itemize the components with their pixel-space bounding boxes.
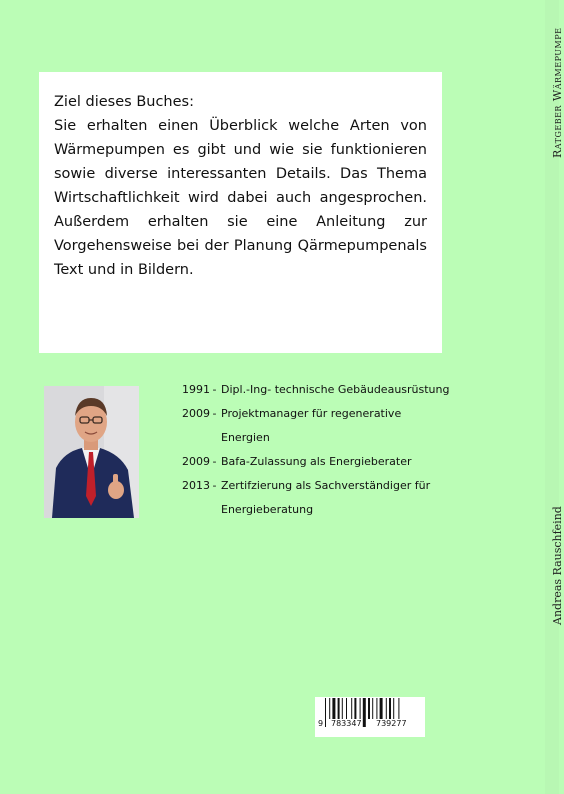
barcode-bar <box>386 698 387 719</box>
cv-year: 2009 <box>182 455 210 468</box>
cv-entry <box>182 378 452 402</box>
barcode-group-left: 783347 <box>331 719 362 728</box>
cv-year: 1991 <box>182 383 210 396</box>
barcode-bar <box>368 698 370 719</box>
cv-dash: - <box>212 407 217 420</box>
blurb-heading: Ziel dieses Buches: <box>54 94 194 110</box>
barcode-bar <box>376 698 377 719</box>
author-cv <box>182 378 452 522</box>
barcode-bar <box>351 698 352 719</box>
barcode-bar <box>325 698 326 727</box>
barcode-bar <box>342 698 343 719</box>
barcode-bar <box>380 698 383 719</box>
spine-author <box>551 505 564 627</box>
spine-title-text: Ratgeber Wärmepumpe <box>551 27 564 158</box>
barcode-bar <box>354 698 356 719</box>
barcode-bar <box>372 698 373 719</box>
barcode-bar <box>338 698 340 719</box>
cv-year: 2009 <box>182 407 210 420</box>
cv-entry <box>182 474 452 522</box>
cv-entry <box>182 450 452 474</box>
isbn-barcode <box>315 697 425 737</box>
barcode-bar <box>329 698 330 719</box>
barcode-bar <box>360 698 361 719</box>
cv-text: Projektmanager für regenerative Energien <box>221 407 402 444</box>
blurb-panel <box>39 72 442 353</box>
barcode-bar <box>332 698 335 719</box>
cv-year: 2013 <box>182 479 210 492</box>
barcode-bar <box>393 698 394 719</box>
cv-entry <box>182 402 452 450</box>
cv-text: Bafa-Zulassung als Energieberater <box>221 455 412 468</box>
barcode-bars <box>315 697 425 737</box>
cv-dash: - <box>212 455 217 468</box>
cv-dash: - <box>212 479 217 492</box>
cv-text: Dipl.-Ing- technische Gebäudeausrüstung <box>221 383 450 396</box>
spine-title <box>551 0 564 160</box>
barcode-bar <box>346 698 347 719</box>
barcode-group-right: 739277 <box>376 719 407 728</box>
blurb-text: Sie erhalten einen Überblick welche Arten von Wärmepumpen es gibt und wie sie funktionieren sowie diverse interessanten Details. Das Thema Wirtschaftlichkeit wird dabei auch angesprochen. Außerdem erhalten sie eine Anleitung zur Vorgehensweise bei der Planung Qärmepumpenals Text und in Bildern. <box>54 118 427 278</box>
cv-text: Zertifzierung als Sachverständiger für Energieberatung <box>221 479 431 516</box>
barcode-digit-first: 9 <box>318 719 324 728</box>
barcode-bar <box>389 698 391 719</box>
barcode-bar <box>363 698 366 727</box>
cv-dash: - <box>212 383 217 396</box>
author-photo-image <box>44 386 139 518</box>
author-photo <box>44 386 139 518</box>
spine-author-text: Andreas Rauschfeind <box>551 506 564 625</box>
